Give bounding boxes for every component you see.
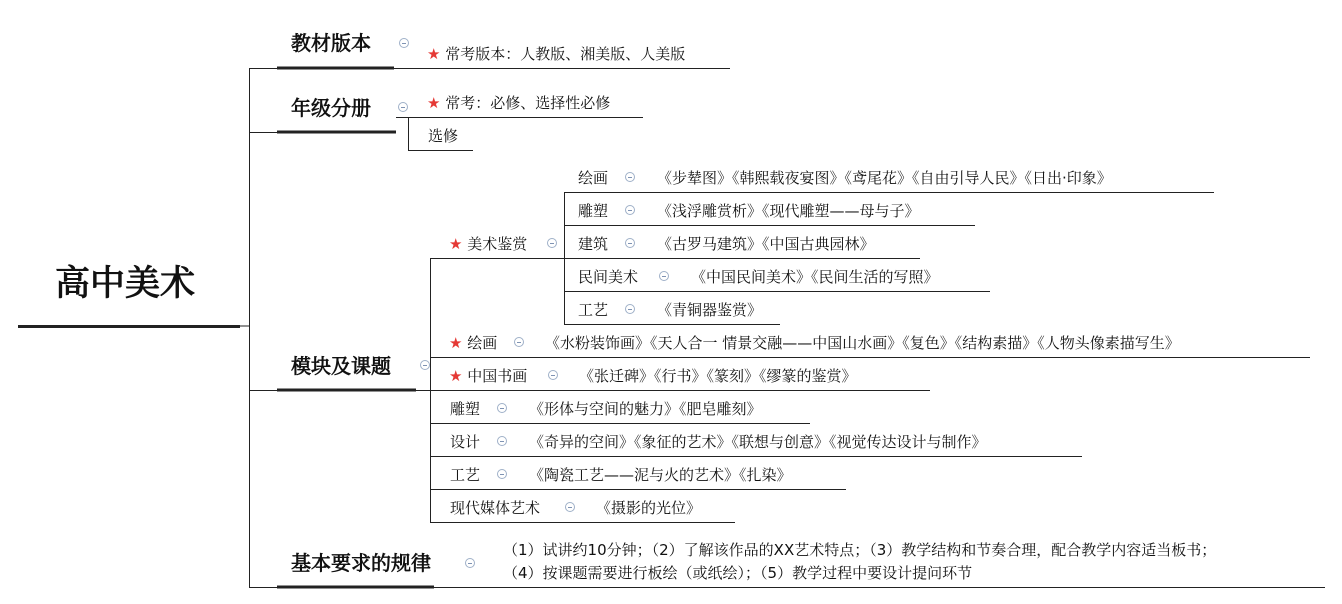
- sub-module-content: 《青铜器鉴赏》: [657, 301, 763, 319]
- module-name: 现代媒体艺术: [450, 499, 541, 517]
- collapse-icon[interactable]: [625, 304, 635, 314]
- branch-grade-label: 年级分册: [291, 96, 371, 120]
- module-content: 《张迁碑》《行书》《篆刻》《缪篆的鉴赏》: [579, 367, 857, 385]
- star-icon: ★: [449, 334, 463, 352]
- sub-module-content: 《古罗马建筑》《中国古典园林》: [657, 235, 875, 253]
- module-content: 《奇异的空间》《象征的艺术》《联想与创意》《视觉传达设计与制作》: [529, 433, 987, 451]
- branch-modules-label: 模块及课题: [291, 354, 391, 378]
- sub-module-name: 民间美术: [578, 268, 639, 286]
- module-name: 设计: [450, 433, 481, 451]
- collapse-icon[interactable]: [420, 360, 430, 370]
- textbook-item-text: 常考版本：人教版、湘美版、人美版: [445, 45, 686, 63]
- module-content: 《摄影的光位》: [596, 499, 702, 517]
- collapse-icon[interactable]: [399, 38, 409, 48]
- root-title: 高中美术: [55, 264, 196, 304]
- star-icon: ★: [427, 94, 441, 112]
- collapse-icon[interactable]: [625, 172, 635, 182]
- module-content: 《形体与空间的魅力》《肥皂雕刻》: [529, 400, 762, 418]
- star-icon: ★: [427, 45, 441, 63]
- sub-module-name: 绘画: [578, 169, 609, 187]
- requirements-line-1: （1）试讲约10分钟；（2）了解该作品的XX艺术特点；（3）教学结构和节奏合理，配合教学内容适当板书；: [503, 541, 1217, 559]
- module-name: 雕塑: [450, 400, 481, 418]
- grade-item-elective: 选修: [428, 127, 459, 145]
- collapse-icon[interactable]: [625, 205, 635, 215]
- sub-module-name: 工艺: [578, 301, 609, 319]
- collapse-icon[interactable]: [465, 558, 475, 568]
- module-name: 绘画: [467, 334, 498, 352]
- sub-module-name: 雕塑: [578, 202, 609, 220]
- requirements-line-2: （4）按课题需要进行板绘（或纸绘）；（5）教学过程中要设计提问环节: [503, 564, 973, 582]
- star-icon: ★: [449, 367, 463, 385]
- sub-module-content: 《步辇图》《韩熙载夜宴图》《鸢尾花》《自由引导人民》《日出·印象》: [657, 169, 1112, 187]
- module-painting: [449, 334, 497, 352]
- collapse-icon[interactable]: [625, 238, 635, 248]
- textbook-item: [427, 45, 685, 63]
- branch-textbook-label: 教材版本: [291, 31, 371, 55]
- grade-item-text: 常考：必修、选择性必修: [445, 94, 611, 112]
- sub-module-content: 《中国民间美术》《民间生活的写照》: [691, 268, 939, 286]
- module-name: 中国书画: [467, 367, 528, 385]
- sub-module-name: 建筑: [578, 235, 609, 253]
- module-name: 美术鉴赏: [467, 235, 528, 253]
- collapse-icon[interactable]: [497, 403, 507, 413]
- collapse-icon[interactable]: [547, 238, 557, 248]
- collapse-icon[interactable]: [514, 337, 524, 347]
- module-content: 《水粉装饰画》《天人合一 情景交融——中国山水画》《复色》《结构素描》《人物头像素描写生》: [545, 334, 1180, 352]
- collapse-icon[interactable]: [565, 502, 575, 512]
- collapse-icon[interactable]: [659, 271, 669, 281]
- grade-item-required: [427, 94, 610, 112]
- module-name: 工艺: [450, 466, 481, 484]
- collapse-icon[interactable]: [398, 102, 408, 112]
- sub-module-content: 《浅浮雕赏析》《现代雕塑——母与子》: [657, 202, 920, 220]
- branch-requirements-label: 基本要求的规律: [291, 551, 431, 575]
- collapse-icon[interactable]: [497, 436, 507, 446]
- star-icon: ★: [449, 235, 463, 253]
- collapse-icon[interactable]: [497, 469, 507, 479]
- collapse-icon[interactable]: [548, 370, 558, 380]
- module-appreciation: [449, 235, 527, 253]
- module-content: 《陶瓷工艺——泥与火的艺术》《扎染》: [529, 466, 792, 484]
- module-chinese-calligraphy-painting: [449, 367, 527, 385]
